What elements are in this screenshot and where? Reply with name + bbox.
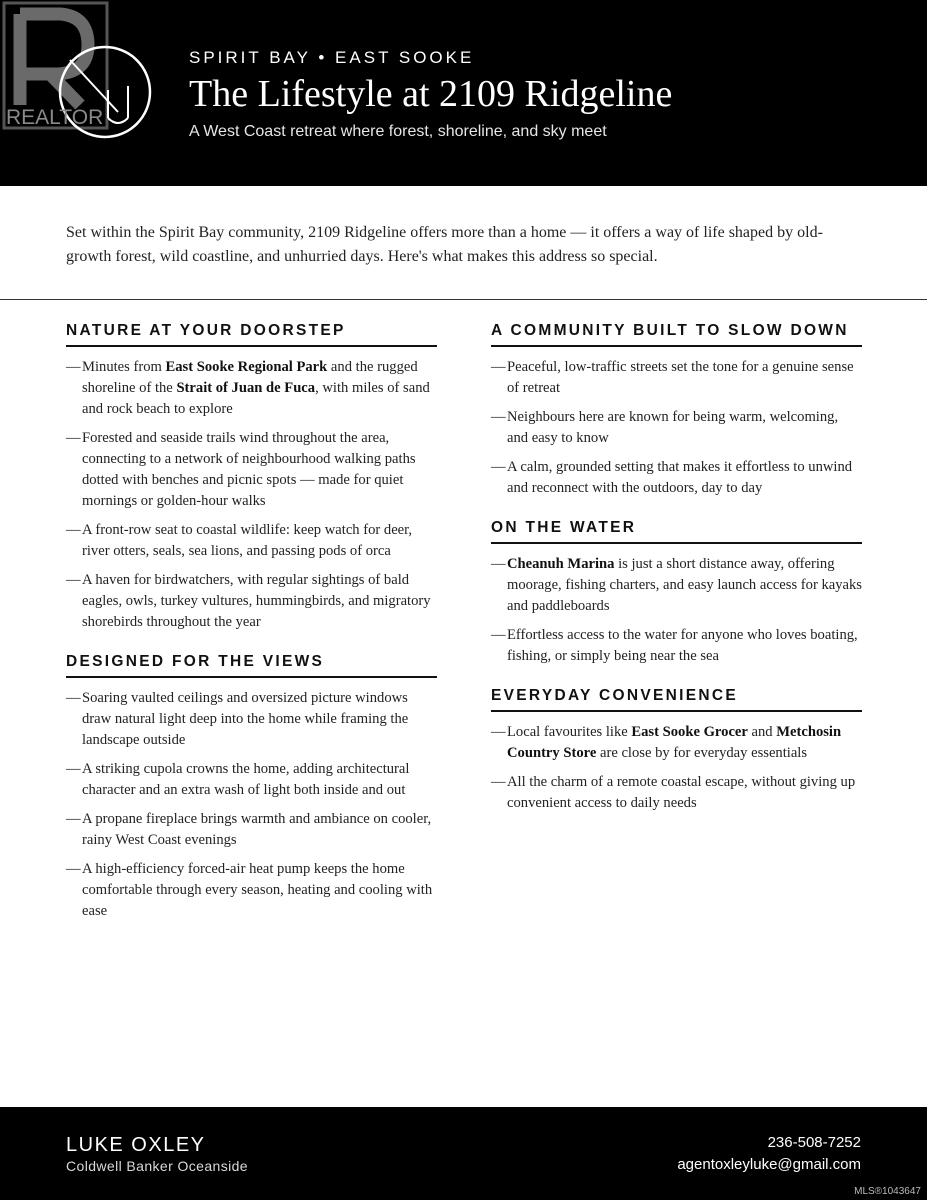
realtor-logo xyxy=(0,0,160,140)
bold-place-name: East Sooke Grocer xyxy=(631,724,748,740)
item-text: Local favourites like xyxy=(507,724,632,740)
dash-bullet-icon: — xyxy=(66,430,81,446)
item-text: A high-efficiency forced-air heat pump keeps the home comfortable through every season, heating and cooling with ease xyxy=(82,861,433,919)
section-heading: A COMMUNITY BUILT TO SLOW DOWN xyxy=(491,322,862,347)
item-text: Minutes from xyxy=(82,359,166,375)
section-heading: EVERYDAY CONVENIENCE xyxy=(491,687,862,712)
item-text: A calm, grounded setting that makes it effortless to unwind and reconnect with the outdoors, day to day xyxy=(507,459,853,496)
page-subtitle: A West Coast retreat where forest, shoreline, and sky meet xyxy=(189,123,607,140)
list-item xyxy=(491,554,862,617)
agent-company: Coldwell Banker Oceanside xyxy=(66,1158,248,1174)
section-heading: NATURE AT YOUR DOORSTEP xyxy=(66,322,437,347)
section-nature xyxy=(66,322,437,633)
dash-bullet-icon: — xyxy=(491,724,506,740)
bullet-list xyxy=(491,722,862,814)
dash-bullet-icon: — xyxy=(491,627,506,643)
agent-phone[interactable]: 236-508-7252 xyxy=(767,1134,861,1151)
dash-bullet-icon: — xyxy=(491,409,506,425)
item-text: Effortless access to the water for anyone who loves boating, fishing, or simply being near the sea xyxy=(507,627,858,664)
agent-name: LUKE OXLEY xyxy=(66,1134,206,1156)
bold-place-name: East Sooke Regional Park xyxy=(165,359,328,375)
dash-bullet-icon: — xyxy=(491,556,506,572)
list-item xyxy=(491,625,862,667)
list-item xyxy=(491,407,862,449)
item-text: A front-row seat to coastal wildlife: keep watch for deer, river otters, seals, sea lions, and passing pods of orca xyxy=(82,522,413,559)
item-text: A propane fireplace brings warmth and ambiance on cooler, rainy West Coast evenings xyxy=(82,811,432,848)
bullet-list xyxy=(66,688,437,922)
item-text: Forested and seaside trails wind throughout the area, connecting to a network of neighbourhood walking paths dotted with benches and picnic spots — made for quiet mornings or golden-hour walks xyxy=(82,430,416,509)
footer-banner xyxy=(0,1107,927,1200)
agent-email[interactable]: agentoxleyluke@gmail.com xyxy=(677,1156,861,1173)
list-item xyxy=(66,759,437,801)
section-views xyxy=(66,653,437,922)
dash-bullet-icon: — xyxy=(66,359,81,375)
dash-bullet-icon: — xyxy=(66,761,81,777)
list-item xyxy=(66,428,437,512)
bullet-list xyxy=(66,357,437,633)
dash-bullet-icon: — xyxy=(491,359,506,375)
list-item xyxy=(491,457,862,499)
bold-place-name: Strait of Juan de Fuca xyxy=(176,380,316,396)
right-column xyxy=(491,322,862,834)
list-item xyxy=(66,570,437,633)
item-text: , with miles of sand and rock beach to explore xyxy=(82,380,430,417)
dash-bullet-icon: — xyxy=(491,774,506,790)
dash-bullet-icon: — xyxy=(66,522,81,538)
bullet-list xyxy=(491,357,862,499)
bold-place-name: Cheanuh Marina xyxy=(507,556,615,572)
section-water xyxy=(491,519,862,667)
item-text: and the rugged shoreline of the xyxy=(82,359,418,396)
dash-bullet-icon: — xyxy=(66,861,81,877)
page-title: The Lifestyle at 2109 Ridgeline xyxy=(189,73,673,115)
item-text: are close by for everyday essentials xyxy=(596,745,808,761)
bullet-list xyxy=(491,554,862,667)
bold-place-name: Metchosin Country Store xyxy=(507,724,842,761)
item-text: and xyxy=(747,724,777,740)
item-text: Soaring vaulted ceilings and oversized picture windows draw natural light deep into the home while framing the landscape outside xyxy=(82,690,409,748)
item-text: Peaceful, low-traffic streets set the tone for a genuine sense of retreat xyxy=(507,359,854,396)
list-item xyxy=(66,520,437,562)
item-text: Neighbours here are known for being warm, welcoming, and easy to know xyxy=(507,409,839,446)
item-text: is just a short distance away, offering moorage, fishing charters, and easy launch access for kayaks and paddleboards xyxy=(507,556,862,614)
dash-bullet-icon: — xyxy=(491,459,506,475)
item-text: A striking cupola crowns the home, adding architectural character and an extra wash of light both inside and out xyxy=(82,761,410,798)
item-text: A haven for birdwatchers, with regular sightings of bald eagles, owls, turkey vultures, hummingbirds, and migratory shorebirds throughout the year xyxy=(82,572,431,630)
list-item xyxy=(66,809,437,851)
mls-number: MLS®1043647 xyxy=(854,1186,921,1197)
list-item xyxy=(66,688,437,751)
intro-paragraph: Set within the Spirit Bay community, 2109 Ridgeline offers more than a home — it offers a way of life shaped by old-growth forest, wild coastline, and unhurried days. Here's what makes this address so special. xyxy=(66,224,823,265)
header-banner xyxy=(0,0,927,186)
location-kicker: SPIRIT BAY • EAST SOOKE xyxy=(189,48,475,67)
section-community xyxy=(491,322,862,499)
dash-bullet-icon: — xyxy=(66,572,81,588)
list-item xyxy=(491,722,862,764)
dash-bullet-icon: — xyxy=(66,690,81,706)
list-item xyxy=(491,357,862,399)
dash-bullet-icon: — xyxy=(66,811,81,827)
section-heading: DESIGNED FOR THE VIEWS xyxy=(66,653,437,678)
section-divider xyxy=(0,299,927,300)
section-heading: ON THE WATER xyxy=(491,519,862,544)
left-column xyxy=(66,322,437,942)
list-item xyxy=(66,357,437,420)
list-item xyxy=(66,859,437,922)
item-text: All the charm of a remote coastal escape, without giving up convenient access to daily needs xyxy=(507,774,856,811)
realtor-logo-text: REALTOR xyxy=(6,106,104,129)
list-item xyxy=(491,772,862,814)
section-convenience xyxy=(491,687,862,814)
